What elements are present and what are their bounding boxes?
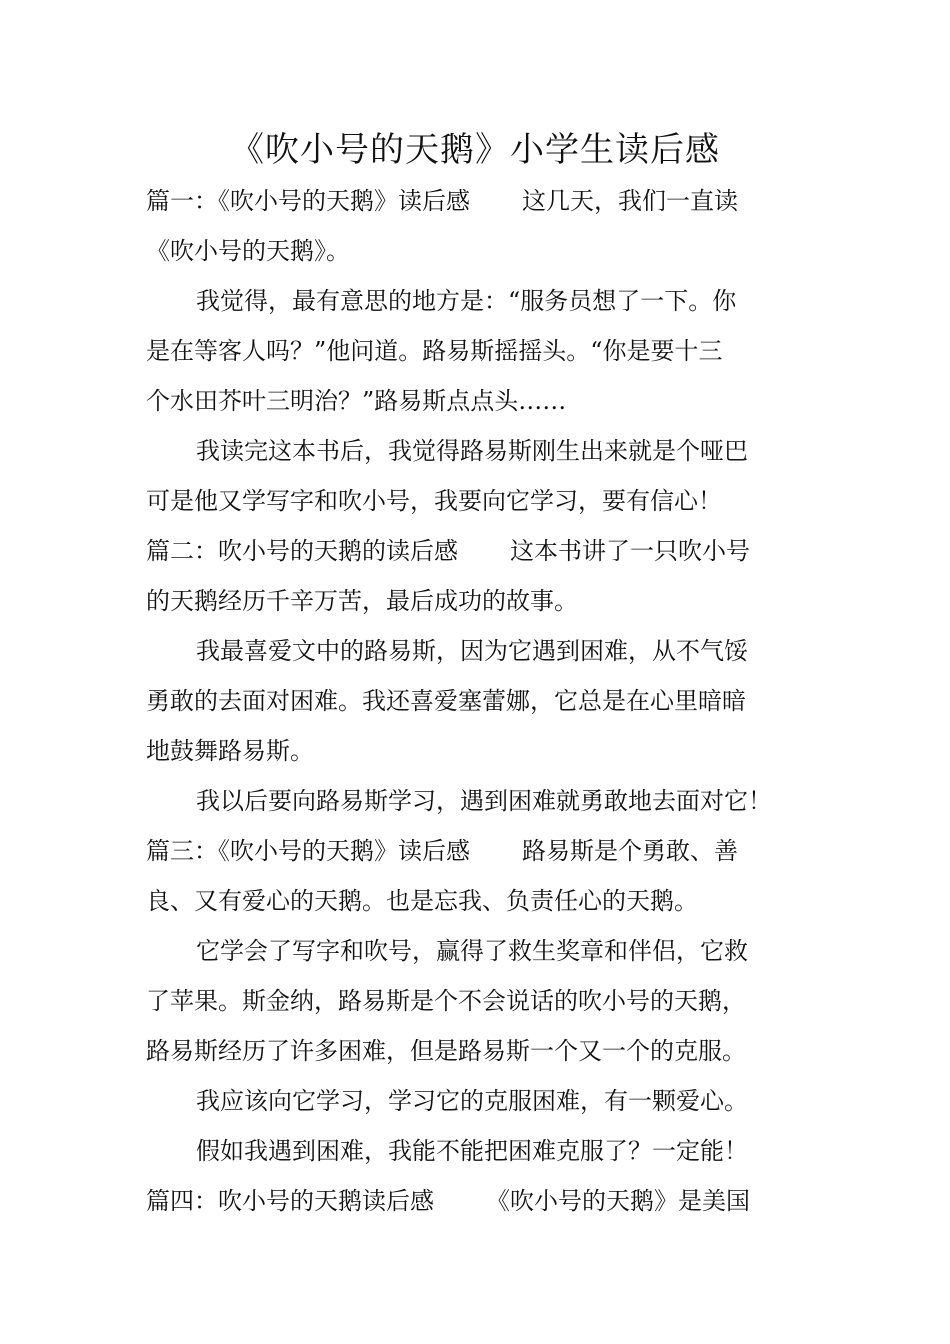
section-heading: 篇四：吹小号的天鹅读后感: [146, 1187, 434, 1215]
paragraph-line: 了苹果。斯金纳，路易斯是个不会说话的吹小号的天鹅，: [146, 987, 746, 1015]
section-first-text: 路易斯是个勇敢、善: [522, 837, 738, 865]
section-heading: 篇二：吹小号的天鹅的读后感: [146, 537, 458, 565]
section-first-text: 这本书讲了一只吹小号: [510, 537, 750, 565]
document-title: 《吹小号的天鹅》小学生读后感: [230, 130, 720, 170]
paragraph-line: 勇敢的去面对困难。我还喜爱塞蕾娜，它总是在心里暗暗: [146, 687, 746, 715]
paragraph-line: 的天鹅经历千辛万苦，最后成功的故事。: [146, 587, 578, 615]
paragraph-line: 《吹小号的天鹅》。: [146, 237, 350, 265]
paragraph-line: 我应该向它学习，学习它的克服困难，有一颗爱心。: [196, 1087, 748, 1115]
document-body: [146, 176, 810, 1226]
paragraph-line: 路易斯经历了许多困难，但是路易斯一个又一个的克服。: [146, 1037, 746, 1065]
paragraph-line: 可是他又学写字和吹小号，我要向它学习，要有信心！: [146, 487, 722, 515]
section-heading-line: [146, 176, 810, 226]
section-heading-line: [146, 1176, 810, 1226]
paragraph-line: 地鼓舞路易斯。: [146, 737, 314, 765]
paragraph-line: 良、又有爱心的天鹅。也是忘我、负责任心的天鹅。: [146, 887, 698, 915]
paragraph-line: 个水田芥叶三明治？”路易斯点点头……: [146, 387, 567, 415]
paragraph-line: 我觉得，最有意思的地方是：“服务员想了一下。你: [196, 287, 737, 315]
section-heading: 篇一：《吹小号的天鹅》读后感: [146, 187, 470, 215]
section-heading-line: [146, 526, 810, 576]
section-first-text: 这几天，我们一直读: [522, 187, 738, 215]
paragraph-line: 是在等客人吗？”他问道。路易斯摇摇头。“你是要十三: [146, 337, 723, 365]
paragraph-line: 它学会了写字和吹号，赢得了救生奖章和伴侣，它救: [196, 937, 748, 965]
section-heading-line: [146, 826, 810, 876]
paragraph-line: 我最喜爱文中的路易斯，因为它遇到困难，从不气馁: [196, 637, 748, 665]
section-heading: 篇三：《吹小号的天鹅》读后感: [146, 837, 470, 865]
paragraph-line: 我读完这本书后，我觉得路易斯刚生出来就是个哑巴: [196, 437, 748, 465]
paragraph-line: 假如我遇到困难，我能不能把困难克服了？一定能！: [196, 1137, 748, 1165]
section-first-text: 《吹小号的天鹅》是美国: [486, 1187, 750, 1215]
paragraph-line: 我以后要向路易斯学习，遇到困难就勇敢地去面对它！: [196, 787, 772, 815]
